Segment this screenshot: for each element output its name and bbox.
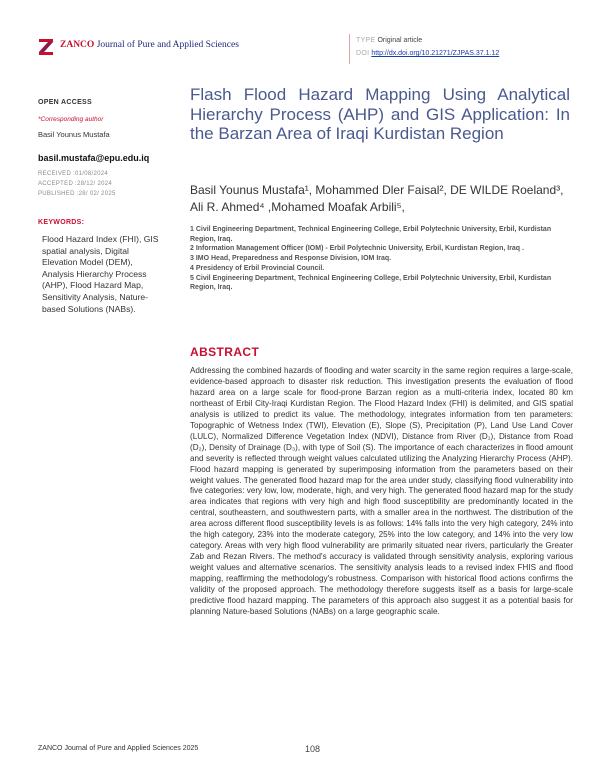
- journal-acronym: ZANCO: [60, 40, 95, 50]
- received-date: RECEIVED :01/08/2024: [38, 171, 109, 177]
- affiliation-1: 1 Civil Engineering Department, Technical Engineering College, Erbil Polytechnic University, Erbil, Kurdistan Region, Iraq.: [190, 226, 552, 243]
- article-doi: DOI http://dx.doi.org/10.21271/ZJPAS.37.1.12: [356, 50, 500, 57]
- author-list: Basil Younus Mustafa¹, Mohammed Dler Faisal², DE WILDE Roeland³, Ali R. Ahmed⁴ ,Mohamed Moafak Arbili⁵,: [190, 183, 564, 214]
- doi-link[interactable]: http://dx.doi.org/10.21271/ZJPAS.37.1.12: [371, 50, 500, 57]
- keywords-heading: KEYWORDS:: [38, 219, 85, 226]
- author-email[interactable]: basil.mustafa@epu.edu.iq: [38, 153, 150, 163]
- open-access-label: OPEN ACCESS: [38, 99, 92, 106]
- corresponding-author-label: *Corresponding author: [38, 116, 104, 123]
- corresponding-author-name: Basil Younus Mustafa: [38, 130, 110, 139]
- abstract-heading: ABSTRACT: [190, 345, 260, 359]
- published-date: PUBLISHED :28/ 02/ 2025: [38, 191, 116, 197]
- article-title: Flash Flood Hazard Mapping Using Analytical Hierarchy Process (AHP) and GIS Application: In the Barzan Area of Iraqi Kurdistan Region: [190, 85, 570, 143]
- abstract-body: Addressing the combined hazards of flooding and water scarcity in the same region requires a large-scale, evidence-based approach to disaster risk reduction. This investigation presents the evaluation of flood hazard area on a large scale for flood-prone Barzan region as a multi-criteria index, located 80 km northeast of Erbil City-Iraqi Kurdistan Region. The Flood Hazard Index (FHI) is delimited, and GIS spatial analysis is utilized to predict its value. The methodology, integrates information from ten parameters: Topographic of Wetness Index (TWI), Elevation (E), Slope (S), Precipitation (P), Land Use Land Cover (LULC), Normalized Difference Vegetation Index (NDVI), Distance from River (D₁), Distance from Road (D₂), Density of Drainage (D₃), with type of Soil (S). The importance of each characterizes in flood amount and severity is reflected through weight values calculated utilizing the Analyzing Hierarchy Process (AHP). Flood hazard mapping is generated by superimposing information from the parameters based on their weight values. The generated flood hazard map for the area under study, classifying flood vulnerability into five categories: very low, low, moderate, high, and very high. The generated flood hazard map for the study area indicates that regions with very high and high flood susceptibility are predominantly located in the central, southeastern, and southwestern parts, with a smaller area in the northwest. The distribution of the area across different flood susceptibility levels is as follows: 14% falls into the very high category, 24% into the high category, 23% into the moderate category, 25% into the low category, and 14% into the very low category. Areas with very high flood vulnerability are primarily situated near rivers, particularly the Greater Zab and Rezan Rivers. The method's accuracy is validated through sensitivity analysis, exploring various weight values and alternative scenarios. The sensitivity analysis leads to a revised index FHIS and flood mapping, reaffirming the methodology's robustness. Comparison with historical flood actions confirms the validity of the proposed approach. The methodology therefore suggests itself as a basis for large-scale predictive flood hazard mapping. The parameters of this approach also suggest it as a potential basis for planning Nature-based Solutions (NABs) on a large geographic scale.: [190, 366, 573, 616]
- accepted-date: ACCEPTED :28/12/ 2024: [38, 181, 113, 187]
- affiliations: [190, 225, 574, 293]
- page-number: 108: [305, 744, 321, 754]
- journal-logo-icon: [38, 38, 54, 56]
- affiliation-3: 3 IMO Head, Preparedness and Response Division, IOM Iraq.: [190, 255, 392, 263]
- affiliation-4: 4 Presidency of Erbil Provincial Council.: [190, 264, 325, 272]
- keywords-list: Flood Hazard Index (FHI), GIS spatial analysis, Digital Elevation Model (DEM), Analysis Hierarchy Process (AHP), Flood Hazard Map, Sensitivity Analysis, Nature-based Solutions (NABs).: [42, 234, 159, 314]
- journal-name: Journal of Pure and Applied Sciences: [96, 40, 239, 50]
- affiliation-2: 2 Information Management Officer (IOM) - Erbil Polytechnic University, Erbil, Kurdistan Region, Iraq .: [190, 245, 524, 253]
- footer-journal: ZANCO Journal of Pure and Applied Sciences 2025: [38, 745, 199, 752]
- header-divider: [349, 34, 350, 64]
- affiliation-5: 5 Civil Engineering Department, Technical Engineering College, Erbil Polytechnic University, Erbil, Kurdistan Region, Iraq.: [190, 274, 552, 292]
- journal-title: [60, 40, 239, 50]
- article-type: TYPE Original article: [356, 37, 423, 44]
